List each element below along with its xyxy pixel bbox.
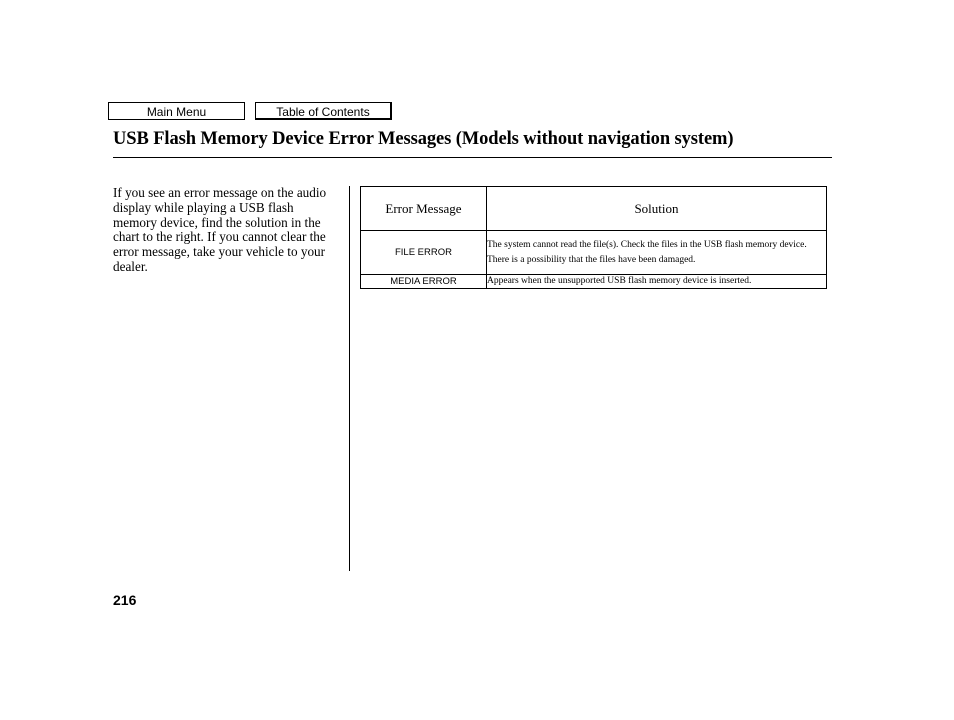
table-header-row xyxy=(361,187,827,231)
main-menu-button[interactable]: Main Menu xyxy=(108,102,245,120)
error-message-cell: FILE ERROR xyxy=(361,231,487,275)
error-message-table xyxy=(360,186,827,289)
table-of-contents-button[interactable]: Table of Contents xyxy=(255,102,392,120)
solution-cell: Appears when the unsupported USB flash memory device is inserted. xyxy=(487,275,827,289)
table-row xyxy=(361,275,827,289)
page-number: 216 xyxy=(113,592,137,608)
title-divider xyxy=(113,157,832,158)
intro-paragraph: If you see an error message on the audio display while playing a USB flash memory device, find the solution in the chart to the right. If you cannot clear the error message, take your vehicle to your dealer. xyxy=(113,185,327,274)
header-solution: Solution xyxy=(487,187,827,231)
column-divider xyxy=(349,186,350,571)
table-row xyxy=(361,231,827,275)
page-title: USB Flash Memory Device Error Messages (Models without navigation system) xyxy=(113,129,734,149)
solution-cell: The system cannot read the file(s). Check the files in the USB flash memory device. There is a possibility that the files have been damaged. xyxy=(487,231,827,275)
error-message-cell: MEDIA ERROR xyxy=(361,275,487,289)
header-error-message: Error Message xyxy=(361,187,487,231)
